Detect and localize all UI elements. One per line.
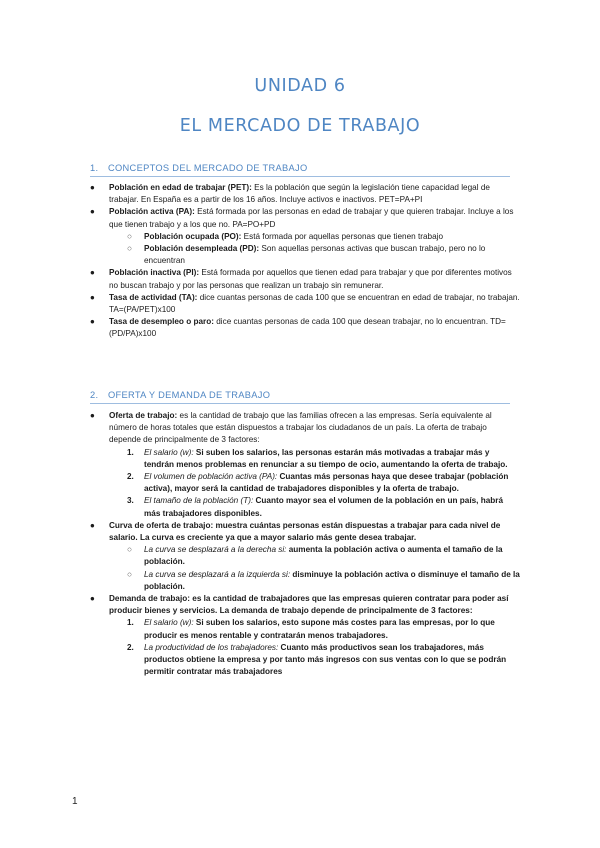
section-2-title: OFERTA Y DEMANDA DE TRABAJO <box>108 390 271 400</box>
shift-condition: La curva se desplazará a la derecha si: <box>144 545 287 555</box>
factor-name: El volumen de población activa (PA): <box>144 472 278 482</box>
section-1-list <box>90 182 520 341</box>
circle-bullet-icon: ○ <box>127 244 132 254</box>
bullet-icon: ● <box>90 594 95 604</box>
list-item <box>90 593 520 617</box>
unit-heading: UNIDAD 6 <box>254 76 346 96</box>
definition: muestra cuántas personas están dispuestas a trabajar para cada nivel de salario. La curva es creciente ya que a mayor salario más gente desea trabajar. <box>109 520 501 543</box>
list-item <box>90 206 520 230</box>
factor-text: Cuantas más personas haya que desee trabajar (población activa), mayor será la cantidad de trabajadores disponibles y la oferta de trabajo. <box>144 472 509 494</box>
section-1-heading <box>90 163 510 177</box>
shift-text: disminuye la población activa o disminuye el tamaño de la población. <box>144 569 520 591</box>
item-number: 2. <box>127 472 134 482</box>
shift-text: aumenta la población activa o aumenta el tamaño de la población. <box>144 545 503 567</box>
list-item <box>90 410 520 447</box>
list-item <box>90 231 520 243</box>
term: Población activa (PA): <box>109 207 195 217</box>
factor-name: El tamaño de la población (T): <box>144 496 254 506</box>
definition: dice cuantas personas de cada 100 que desean trabajar, no lo encuentran. TD=(PD/PA)x100 <box>109 317 506 339</box>
item-number: 2. <box>127 642 134 652</box>
list-item <box>90 520 520 544</box>
term: Población desempleada (PD): <box>144 244 260 254</box>
list-item <box>90 182 520 206</box>
item-number: 1. <box>127 447 134 457</box>
page-number: 1 <box>72 796 78 807</box>
factor-text: Cuanto mayor sea el volumen de la población en un país, habrá más trabajadores disponibles. <box>144 496 504 518</box>
list-item <box>90 544 520 568</box>
bullet-icon: ● <box>90 317 95 327</box>
list-item <box>90 267 520 291</box>
item-number: 3. <box>127 496 134 506</box>
list-item <box>90 292 520 316</box>
term: Curva de oferta de trabajo: <box>109 520 214 530</box>
factor-name: La productividad de los trabajadores: <box>144 642 279 652</box>
factor-text: Cuanto más productivos sean los trabajadores, más productos obtiene la empresa y por tanto más ingresos con sus ventas con lo que se podrán permitir contratar más trabajadores <box>144 642 507 677</box>
section-2-heading <box>90 390 510 404</box>
section-2-list <box>90 410 520 678</box>
definition: Son aquellas personas activas que buscan trabajo, pero no lo encuentran <box>144 244 486 266</box>
numbered-item <box>90 642 520 679</box>
definition: Está formada por aquellas personas que tienen trabajo <box>241 231 443 241</box>
definition: Es la población que según la legislación tiene capacidad legal de trabajar. En España es a partir de los 16 años. Incluye activos e inactivos. PET=PA+PI <box>109 183 490 205</box>
term: Población en edad de trabajar (PET): <box>109 183 252 192</box>
definition: es la cantidad de trabajo que las familias ofrecen a las empresas. Sería equivalente al número de horas totales que están dispuestos a trabajar los ciudadanos de un país. La oferta de trabajo depende de principalmente de 3 factores: <box>109 411 492 445</box>
circle-bullet-icon: ○ <box>127 231 132 241</box>
section-1-number: 1. <box>90 163 99 173</box>
list-item <box>90 243 520 267</box>
section-2-number: 2. <box>90 390 99 400</box>
bullet-icon: ● <box>90 292 95 302</box>
term: Población ocupada (PO): <box>144 231 242 241</box>
bullet-icon: ● <box>90 207 95 217</box>
bullet-icon: ● <box>90 183 95 192</box>
definition: dice cuantas personas de cada 100 que se encuentran en edad de trabajar, no trabajan. TA=(PA/PET)x100 <box>109 292 520 315</box>
numbered-item <box>90 617 520 641</box>
bullet-icon: ● <box>90 411 95 420</box>
factor-name: El salario (w): <box>144 447 194 457</box>
numbered-item <box>90 471 520 495</box>
circle-bullet-icon: ○ <box>127 569 132 579</box>
definition: Está formada por aquellos que tienen edad para trabajar y que por diferentes motivos no buscan trabajo y por las personas que realizan un trabajo sin remunerar. <box>109 268 512 290</box>
factor-text: Si suben los salarios, esto supone más costes para las empresas, por lo que producir es menos rentable y contratarán menos trabajadores. <box>144 618 495 640</box>
document-title: EL MERCADO DE TRABAJO <box>179 116 421 136</box>
term: Demanda de trabajo: <box>109 594 190 604</box>
circle-bullet-icon: ○ <box>127 545 132 555</box>
bullet-icon: ● <box>90 268 95 278</box>
factor-text: Si suben los salarios, las personas estarán más motivadas a trabajar más y tendrán menos problemas en renunciar a su tiempo de ocio, aumentando la oferta de trabajo. <box>144 447 508 469</box>
definition: es la cantidad de trabajadores que las empresas quieren contratar para poder así producir bienes y servicios. La demanda de trabajo depende de principalmente de 3 factores: <box>109 594 509 616</box>
bullet-icon: ● <box>90 520 95 530</box>
list-item <box>90 316 520 340</box>
term: Tasa de desempleo o paro: <box>109 317 214 327</box>
section-1-title: CONCEPTOS DEL MERCADO DE TRABAJO <box>108 163 308 173</box>
definition: Está formada por las personas en edad de trabajar y que quieren trabajar. Incluye a los que tienen trabajo y a los que no. PA=PO+PD <box>109 207 514 229</box>
term: Población inactiva (PI): <box>109 268 200 278</box>
factor-name: El salario (w): <box>144 618 194 628</box>
shift-condition: La curva se desplazará a la izquierda si: <box>144 569 291 579</box>
numbered-item <box>90 495 520 519</box>
item-number: 1. <box>127 618 134 628</box>
term: Tasa de actividad (TA): <box>109 292 198 302</box>
numbered-item <box>90 447 520 471</box>
term: Oferta de trabajo: <box>109 411 178 420</box>
list-item <box>90 569 520 593</box>
